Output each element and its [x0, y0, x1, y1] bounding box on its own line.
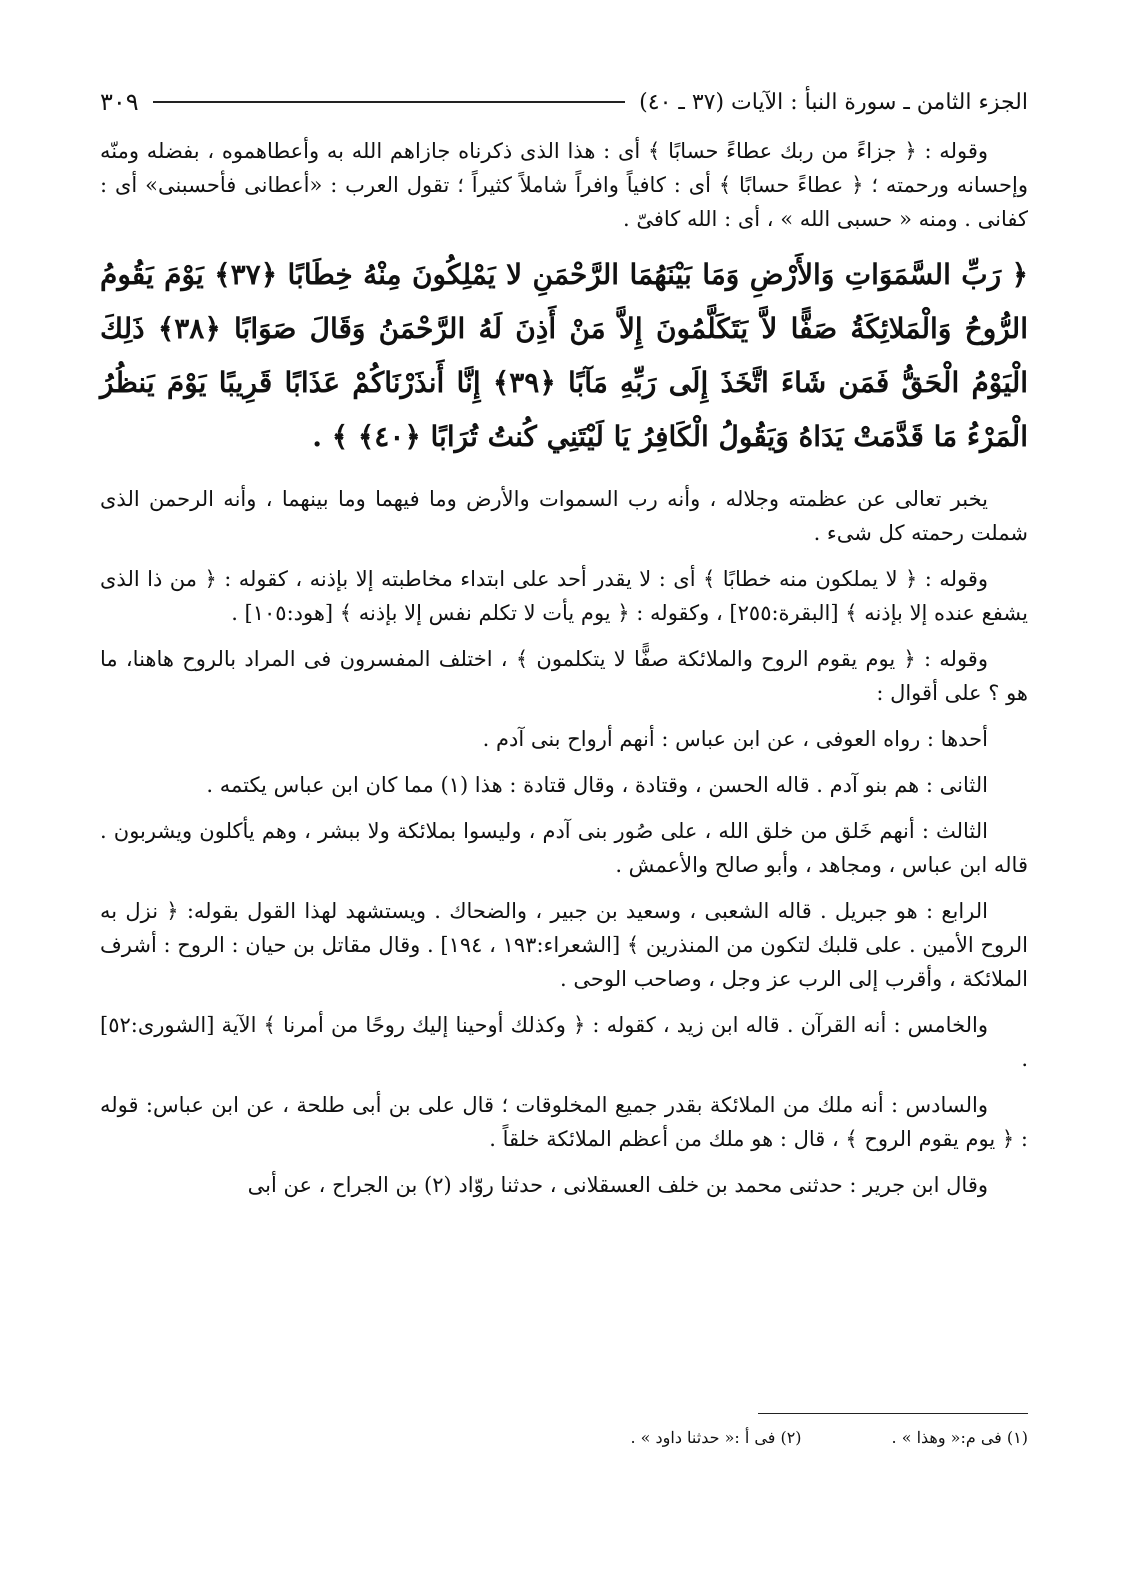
- footnotes: [100, 1428, 1028, 1447]
- paragraph: الرابع : هو جبريل . قاله الشعبى ، وسعيد بن جبير ، والضحاك . ويستشهد لهذا القول بقوله: ﴿ نزل به الروح الأمين . على قلبك لتكون من المنذرين ﴾ [الشعراء:١٩٣ ، ١٩٤] . وقال مقاتل بن حيان : الروح : أشرف الملائكة ، وأقرب إلى الرب عز وجل ، وصاحب الوحى .: [100, 899, 1028, 991]
- quran-verse-block: ﴿ رَبِّ السَّمَوَاتِ وَالأَرْضِ وَمَا بَيْنَهُمَا الرَّحْمَنِ لا يَمْلِكُونَ مِنْهُ خِطَابًا ﴿٣٧﴾ يَوْمَ يَقُومُ الرُّوحُ وَالْمَلائِكَةُ صَفًّا لاَّ يَتَكَلَّمُونَ إِلاَّ مَنْ أَذِنَ لَهُ الرَّحْمَنُ وَقَالَ صَوَابًا ﴿٣٨﴾ ذَلِكَ الْيَوْمُ الْحَقُّ فَمَن شَاءَ اتَّخَذَ إِلَى رَبِّهِ مَآبًا ﴿٣٩﴾ إِنَّا أَنذَرْنَاكُمْ عَذَابًا قَرِيبًا يَوْمَ يَنظُرُ الْمَرْءُ مَا قَدَّمَتْ يَدَاهُ وَيَقُولُ الْكَافِرُ يَا لَيْتَنِي كُنتُ تُرَابًا ﴿٤٠﴾ ﴾ .: [100, 258, 1028, 453]
- paragraph: الثالث : أنهم خَلق من خلق الله ، على صُور بنى آدم ، وليسوا بملائكة ولا ببشر ، وهم يأكلون ويشربون . قاله ابن عباس ، ومجاهد ، وأبو صالح والأعمش .: [100, 819, 1028, 877]
- paragraph: أحدها : رواه العوفى ، عن ابن عباس : أنهم أرواح بنى آدم .: [482, 727, 988, 751]
- page-body: [100, 134, 1028, 1214]
- header-title: الجزء الثامن ـ سورة النبأ : الآيات (٣٧ ـ ٤٠): [639, 89, 1028, 115]
- paragraph: وقوله : ﴿ لا يملكون منه خطابًا ﴾ أى : لا يقدر أحد على ابتداء مخاطبته إلا بإذنه ، كقوله : ﴿ من ذا الذى يشفع عنده إلا بإذنه ﴾ [البقرة:٢٥٥] ، وكقوله : ﴿ يوم يأت لا تكلم نفس إلا بإذنه ﴾ [هود:١٠٥] .: [100, 567, 1028, 625]
- paragraph: يخبر تعالى عن عظمته وجلاله ، وأنه رب السموات والأرض وما فيهما وما بينهما ، وأنه الرحمن الذى شملت رحمته كل شىء .: [100, 487, 1028, 545]
- footnote-rule: [758, 1413, 1028, 1414]
- footnote: (١) فى م:« وهذا » .: [891, 1428, 1028, 1447]
- page-number: ٣٠٩: [100, 88, 139, 116]
- paragraph: وقوله : ﴿ جزاءً من ربك عطاءً حسابًا ﴾ أى : هذا الذى ذكرناه جازاهم الله به وأعطاهموه ، بفضله ومنّه وإحسانه ورحمته ؛ ﴿ عطاءً حسابًا ﴾ أى : كافياً وافراً شاملاً كثيراً ؛ تقول العرب : «أعطانى فأحسبنى» أى : كفانى . ومنه « حسبى الله » ، أى : الله كافىّ .: [100, 139, 1028, 231]
- paragraph: وقوله : ﴿ يوم يقوم الروح والملائكة صفًّا لا يتكلمون ﴾ ، اختلف المفسرون فى المراد بالروح هاهنا، ما هو ؟ على أقوال :: [100, 647, 1028, 705]
- paragraph: والسادس : أنه ملك من الملائكة بقدر جميع المخلوقات ؛ قال على بن أبى طلحة ، عن ابن عباس: قوله : ﴿ يوم يقوم الروح ﴾ ، قال : هو ملك من أعظم الملائكة خلقاً .: [100, 1093, 1028, 1151]
- paragraph: وقال ابن جرير : حدثنى محمد بن خلف العسقلانى ، حدثنا روّاد (٢) بن الجراح ، عن أبى: [247, 1173, 988, 1197]
- paragraph: والخامس : أنه القرآن . قاله ابن زيد ، كقوله : ﴿ وكذلك أوحينا إليك روحًا من أمرنا ﴾ الآية [الشورى:٥٢] .: [100, 1013, 1028, 1071]
- paragraph: الثانى : هم بنو آدم . قاله الحسن ، وقتادة ، وقال قتادة : هذا (١) مما كان ابن عباس يكتمه .: [206, 773, 988, 797]
- header-rule: [153, 101, 625, 103]
- footnote: (٢) فى أ :« حدثنا داود » .: [630, 1428, 802, 1447]
- running-header: [100, 80, 1028, 124]
